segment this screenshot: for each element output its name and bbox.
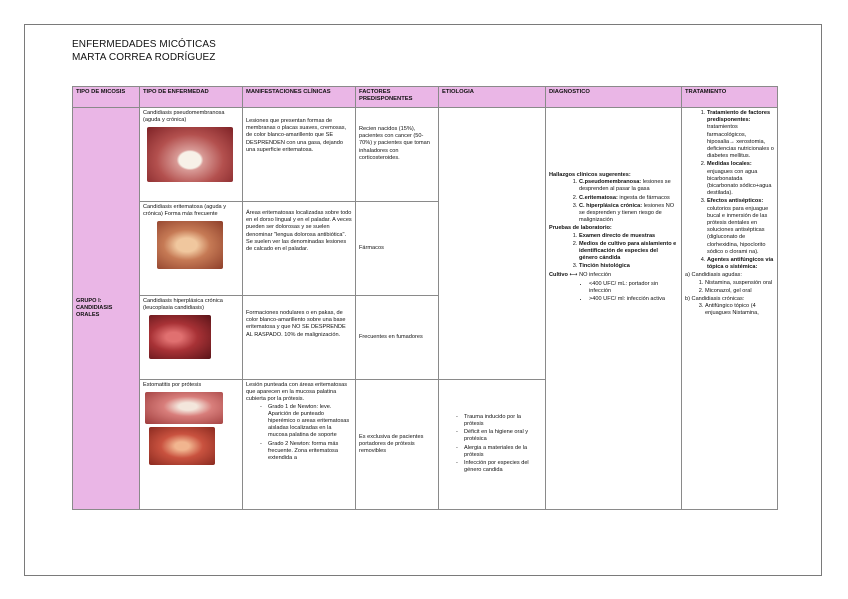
mouth-photo xyxy=(147,127,233,182)
pruebas-title: Pruebas de laboratorio: xyxy=(549,225,612,232)
list-item: • <400 UFC/ mL: portador sin infección xyxy=(589,281,678,295)
title-line-1: ENFERMEDADES MICÓTICAS xyxy=(72,39,216,50)
header-tipo-micosis: TIPO DE MICOSIS xyxy=(73,87,140,108)
cultivo-line: Cultivo ⟷ NO infección xyxy=(549,271,612,278)
sub-a-title: a) Candidiasis agudas: xyxy=(685,272,742,279)
mouth-photo xyxy=(149,427,215,465)
factores-text: Recien nacidos (15%), pacientes con cancer (50-70%) y pacientes que toman inhaladores con corticosteroides. xyxy=(359,126,430,161)
list-item: 1. Nistamina, suspensión oral xyxy=(705,280,774,287)
tratamiento-cell xyxy=(682,108,778,510)
list-item: 4. Agentes antifúngicos vía tópica o sistémica: xyxy=(707,257,774,271)
mouth-photo xyxy=(149,315,211,359)
hallazgos-title: Hallazgos clínicos sugerentes: xyxy=(549,172,631,178)
tipo-text: Candidiasis hiperplásica crónica (leucoplasia candidiasis) xyxy=(143,298,223,312)
list-item: - Déficit en la higiene oral y protésica xyxy=(464,429,542,443)
list-item: 1. Examen directo de muestras xyxy=(579,233,678,240)
document-title xyxy=(72,38,216,64)
list-item: 2. Miconazol, gel oral xyxy=(705,288,774,295)
tipo-cell xyxy=(140,108,243,202)
manifestaciones-text: Lesión punteada con áreas eritematosas que aparecen en la mucosa palatina cubierta por la prótesis. xyxy=(246,382,348,403)
list-item: 1. Tratamiento de factores predisponentes: tratamientos farmacológicos, hiposalia→ xerostomia, deficiencias nutricionales o diabetes mellitus. xyxy=(707,110,774,160)
list-item: 3. C. hiperplásica crónica: lesiones NO se desprenden y tienen riesgo de malignización xyxy=(579,203,678,225)
factores-cell xyxy=(356,296,439,380)
header-etiologia: ETIOLOGIA xyxy=(439,87,546,108)
mouth-photo xyxy=(145,392,223,424)
list-item: - Grado 2 Newton: forma más frecuente. Zona eritematosa extendida a xyxy=(268,441,352,463)
tipo-cell xyxy=(140,380,243,510)
manifestaciones-text: Formaciones nodulares o en pakas, de color blanco-amarillento sobre una base eritematosa y que NO SE DESPRENDE AL RASPADO. 10% de malignización. xyxy=(246,310,346,338)
list-item: - Infección por especies del género candida xyxy=(464,460,542,474)
group-cell: GRUPO I: CANDIDIASIS ORALES xyxy=(73,108,140,510)
factores-text: Fármacos xyxy=(359,244,384,251)
header-tipo-enfermedad: TIPO DE ENFERMEDAD xyxy=(140,87,243,108)
manifestaciones-cell xyxy=(243,202,356,296)
tipo-text: Candidiasis eritematosa (aguda y crónica) Forma más frecuente xyxy=(143,204,227,218)
manifestaciones-text: Áreas eritematosas localizadas sobre todo en el dorso lingual y en el paladar. A veces pueden ser dolorosas y se suelen denominar "lengua dolorosa antibiótica". Se suelen ver las denominadas lesiones de calcado en el paladar. xyxy=(246,210,352,253)
factores-cell xyxy=(356,108,439,202)
factores-cell xyxy=(356,380,439,510)
etiologia-cell-empty xyxy=(439,108,546,380)
list-item: • >400 UFC/ ml: infección activa xyxy=(589,296,678,303)
header-row xyxy=(73,87,778,108)
list-item: 2. Medios de cultivo para aislamiento e identificación de especies del género cándida xyxy=(579,241,678,263)
table-row xyxy=(73,108,778,202)
factores-text: Es exclusiva de pacientes portadores de prótesis removibles xyxy=(359,433,424,455)
manifestaciones-cell xyxy=(243,296,356,380)
tipo-text: Candidiasis pseudomembranosa (aguda y crónica) xyxy=(143,110,225,124)
list-item: - Trauma inducido por la prótesis xyxy=(464,414,542,428)
header-factores: FACTORES PREDISPONENTES xyxy=(356,87,439,108)
mouth-photo xyxy=(157,221,223,269)
etiologia-cell xyxy=(439,380,546,510)
list-item: - Alergia a materiales de la prótesis xyxy=(464,445,542,459)
list-item: 2. C.eritematosa: ingesta de fármacos xyxy=(579,195,678,202)
list-item: 3. Antifúngico tópico (4 enjuagues Nistamina, xyxy=(705,303,774,317)
factores-text: Frecuentes en fumadores xyxy=(359,333,423,340)
header-manifestaciones: MANIFESTACIONES CLÍNICAS xyxy=(243,87,356,108)
title-line-2: MARTA CORREA RODRÍGUEZ xyxy=(72,52,216,63)
header-tratamiento: TRATAMIENTO xyxy=(682,87,778,108)
tipo-text: Estomatitis por prótesis xyxy=(143,382,202,388)
sub-b-title: b) Candidiasis crónicas: xyxy=(685,296,745,303)
manifestaciones-cell xyxy=(243,108,356,202)
factores-cell xyxy=(356,202,439,296)
tipo-cell xyxy=(140,296,243,380)
mycosis-table xyxy=(72,86,778,510)
manifestaciones-text: Lesiones que presentan formas de membranas o placas suaves, cremosas, de color blanco-amarillento que SE DESPRENDEN con una gasa, dejando una superficie eritematosa. xyxy=(246,118,347,153)
list-item: - Grado 1 de Newton: leve. Aparición de punteado hiperémico o areas eritematosas aisladas localizadas en la mucosa palatina de soporte xyxy=(268,404,352,440)
list-item: 2. Medidas locales: enjuagues con agua bicarbonatada (bicarbonato sódico+agua destilada). xyxy=(707,161,774,197)
manifestaciones-cell xyxy=(243,380,356,510)
list-item: 1. C.pseudomembranosa: lesiones se desprenden al pasar la gasa xyxy=(579,179,678,193)
list-item: 3. Tinción histológica xyxy=(579,263,678,270)
diagnostico-cell xyxy=(546,108,682,510)
tipo-cell xyxy=(140,202,243,296)
list-item: 3. Efectos antisépticos: colutorios para enjuague bucal e inmersión de las prótesis dentales en soluciones antisépticas (digluconato de clorhexidina, hipoclorito sódico o clorami na). xyxy=(707,198,774,256)
header-diagnostico: DIAGNOSTICO xyxy=(546,87,682,108)
